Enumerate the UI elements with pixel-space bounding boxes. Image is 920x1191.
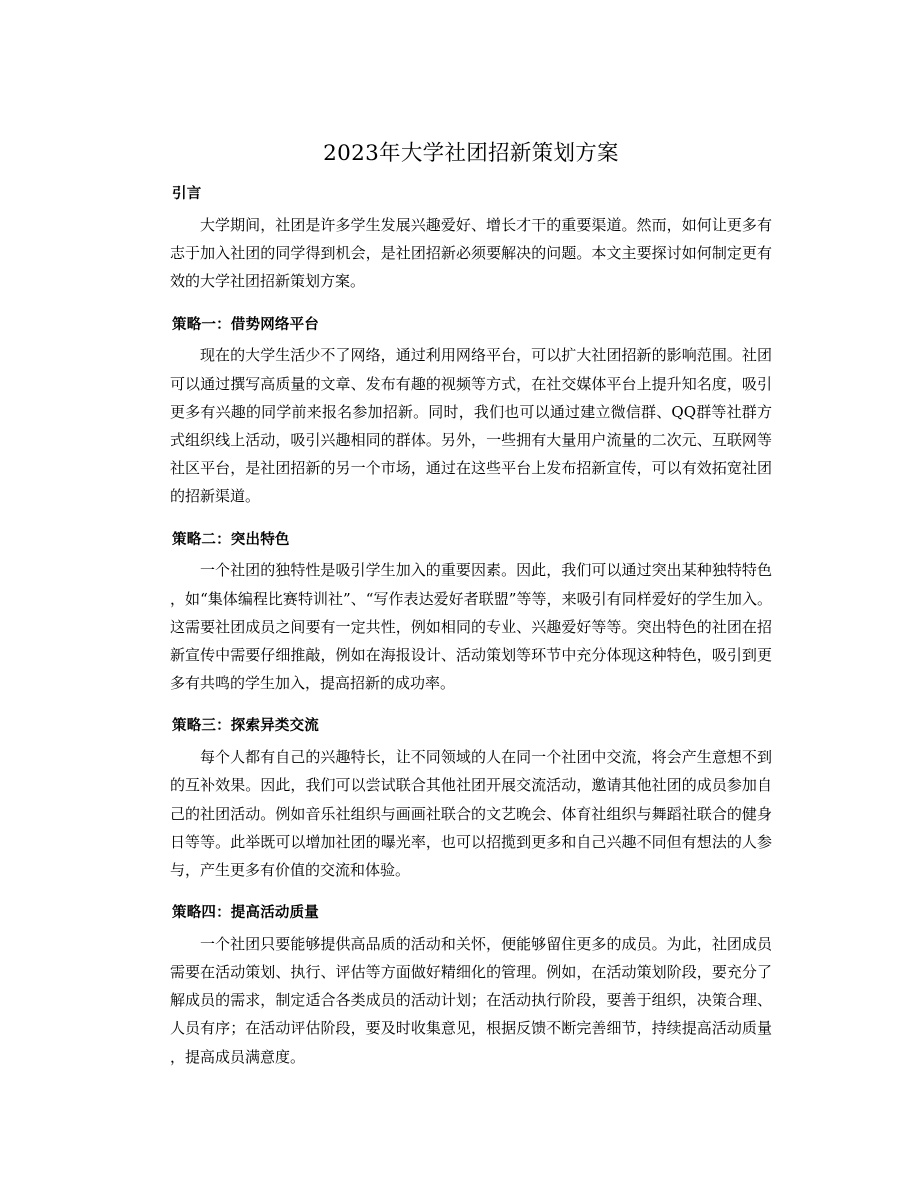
section-body-strategy-three: 每个人都有自己的兴趣特长，让不同领域的人在同一个社团中交流，将会产生意想不到的互补效果。因此，我们可以尝试联合其他社团开展交流活动，邀请其他社团的成员参加自己的社团活动。例如音乐社组织与画画社联合的文艺晚会、体育社组织与舞蹈社联合的健身日等等。此举既可以增加社团的曝光率，也可以招揽到更多和自己兴趣不同但有想法的人参与，产生更多有价值的交流和体验。 (170, 748, 772, 879)
section-body-introduction: 大学期间，社团是许多学生发展兴趣爱好、增长才干的重要渠道。然而，如何让更多有志于加入社团的同学得到机会，是社团招新必须要解决的问题。本文主要探讨如何制定更有效的大学社团招新策划方案。 (170, 216, 772, 291)
section-heading-strategy-two: 策略二：突出特色 (172, 531, 290, 548)
section-heading-strategy-three: 策略三：探索异类交流 (172, 718, 319, 735)
section-body-strategy-one: 现在的大学生活少不了网络，通过利用网络平台，可以扩大社团招新的影响范围。社团可以通过撰写高质量的文章、发布有趣的视频等方式，在社交媒体平台上提升知名度，吸引更多有兴趣的同学前来报名参加招新。同时，我们也可以通过建立微信群、QQ群等社群方式组织线上活动，吸引兴趣相同的群体。另外，一些拥有大量用户流量的二次元、互联网等社区平台，是社团招新的另一个市场，通过在这些平台上发布招新宣传，可以有效拓宽社团的招新渠道。 (170, 346, 772, 506)
page-title: 2023年大学社团招新策划方案 (323, 141, 619, 166)
section-heading-introduction: 引言 (172, 186, 202, 203)
section-body-strategy-four: 一个社团只要能够提供高品质的活动和关怀，便能够留住更多的成员。为此，社团成员需要在活动策划、执行、评估等方面做好精细化的管理。例如，在活动策划阶段，要充分了解成员的需求，制定适合各类成员的活动计划；在活动执行阶段，要善于组织，决策合理、人员有序；在活动评估阶段，要及时收集意见，根据反馈不断完善细节，持续提高活动质量，提高成员满意度。 (170, 934, 772, 1066)
section-heading-strategy-four: 策略四：提高活动质量 (172, 905, 319, 922)
section-body-strategy-two: 一个社团的独特性是吸引学生加入的重要因素。因此，我们可以通过突出某种独特特色，如“集体编程比赛特训社”、“写作表达爱好者联盟”等等，来吸引有同样爱好的学生加入。这需要社团成员之间要有一定共性，例如相同的专业、兴趣爱好等等。突出特色的社团在招新宣传中需要仔细推敲，例如在海报设计、活动策划等环节中充分体现这种特色，吸引到更多有共鸣的学生加入，提高招新的成功率。 (170, 561, 772, 693)
document-content (170, 138, 772, 1071)
section-heading-strategy-one: 策略一：借势网络平台 (172, 316, 319, 333)
